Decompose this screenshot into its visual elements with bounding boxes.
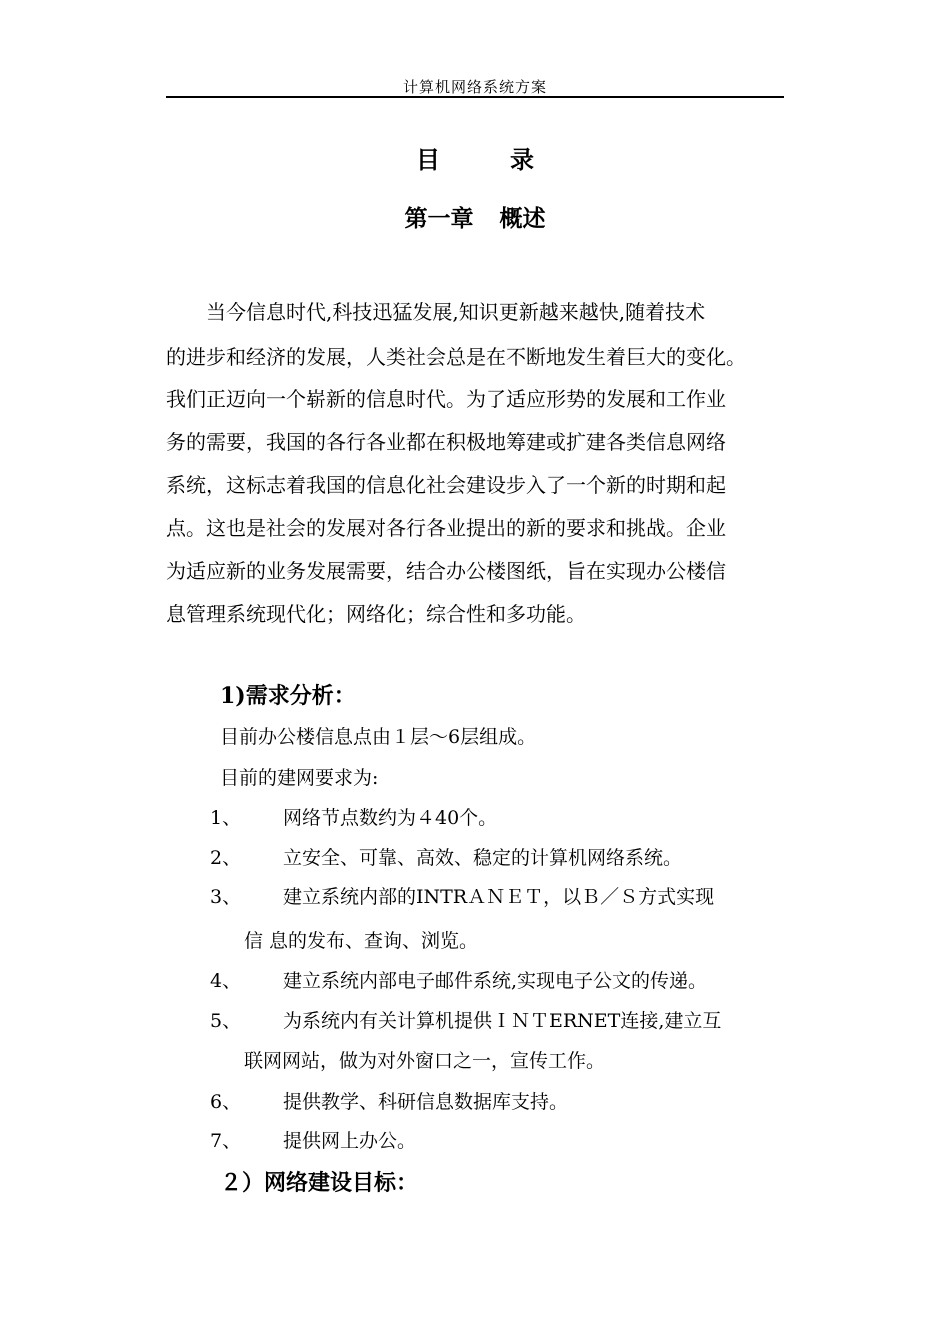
list-item-continuation: 信 息的发布、查询、浏览。 [244,930,479,952]
list-number: 3、 [210,886,242,908]
header-divider [166,96,784,98]
paragraph-line: 系统，这标志着我国的信息化社会建设步入了一个新的时期和起 [166,473,726,497]
section-heading-requirements: 1)需求分析： [220,683,356,709]
list-item: 建立系统内部的INTRＡＮＥＴ，以Ｂ／Ｓ方式实现 [283,886,715,908]
paragraph-line: 当今信息时代,科技迅猛发展,知识更新越来越快,随着技术 [166,300,706,324]
running-header: 计算机网络系统方案 [402,78,547,96]
paragraph-line: 点。这也是社会的发展对各行各业提出的新的要求和挑战。企业 [166,516,726,540]
chapter-name: 概述 [499,205,546,232]
list-number: 1、 [210,807,242,829]
list-number: 2、 [210,847,242,869]
paragraph-line: 务的需要，我国的各行各业都在积极地筹建或扩建各类信息网络 [166,430,726,454]
paragraph-line: 我们正迈向一个崭新的信息时代。为了适应形势的发展和工作业 [166,387,726,411]
toc-title-part2: 录 [510,145,534,174]
chapter-label: 第一章 [404,205,474,232]
requirements-intro: 目前的建网要求为: [220,767,379,789]
list-item: 立安全、可靠、高效、稳定的计算机网络系统。 [283,847,683,869]
list-item: 提供网上办公。 [283,1130,417,1152]
paragraph-line: 为适应新的业务发展需要，结合办公楼图纸，旨在实现办公楼信 [166,559,726,583]
list-item: 为系统内有关计算机提供ＩＮＴERNET连接,建立互 [283,1010,722,1032]
list-number: 4、 [210,970,242,992]
toc-title-part1: 目 [416,145,440,174]
toc-title [0,140,950,175]
list-number: 5、 [210,1010,242,1032]
paragraph-line: 的进步和经济的发展，人类社会总是在不断地发生着巨大的变化。 [166,345,746,369]
list-item: 提供教学、科研信息数据库支持。 [283,1091,569,1113]
section-heading-network-goals: ２）网络建设目标： [220,1170,419,1196]
list-item: 建立系统内部电子邮件系统,实现电子公文的传递。 [283,970,708,992]
list-item-continuation: 联网网站，做为对外窗口之一，宣传工作。 [244,1050,606,1072]
list-number: 7、 [210,1130,242,1152]
list-number: 6、 [210,1091,242,1113]
chapter-heading [0,200,950,233]
requirements-intro: 目前办公楼信息点由１层～6层组成。 [220,726,537,748]
list-item: 网络节点数约为４40个。 [283,807,498,829]
paragraph-line: 息管理系统现代化；网络化；综合性和多功能。 [166,602,586,626]
